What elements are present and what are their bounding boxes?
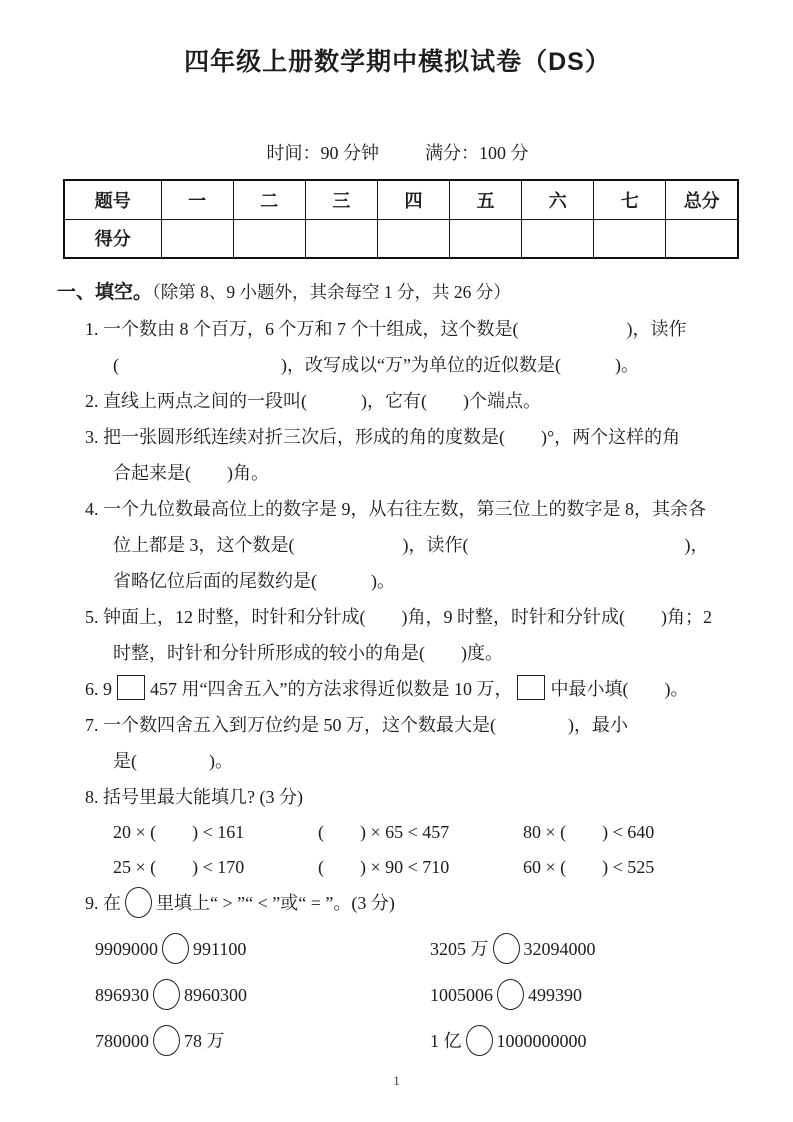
question-3-line-1: 3. 把一张圆形纸连续对折三次后，形成的角的度数是( )°，两个这样的角 xyxy=(85,427,681,447)
score-col-header-5: 五 xyxy=(450,180,522,219)
exam-page xyxy=(0,46,793,1122)
equation: 60 × ( ) < 525 xyxy=(523,857,655,877)
question-number-header: 题号 xyxy=(64,180,161,219)
blank-box xyxy=(117,675,145,700)
blank-box xyxy=(517,675,545,700)
total-score-header: 总分 xyxy=(666,180,738,219)
score-cell xyxy=(450,219,522,258)
equation: 80 × ( ) < 640 xyxy=(523,822,655,842)
text-run: 457 用“四舍五入”的方法求得近似数是 10 万， xyxy=(150,679,513,699)
comparison-item xyxy=(95,1018,430,1064)
score-table-header-row xyxy=(64,180,738,219)
comparison-item xyxy=(430,1018,587,1064)
equation: ( ) × 65 < 457 xyxy=(318,822,450,842)
text-run: 991100 xyxy=(193,939,247,959)
question-1-line-1: 1. 一个数由 8 个百万，6 个万和 7 个十组成，这个数是( )，读作 xyxy=(85,319,687,339)
compare-circle xyxy=(162,933,189,964)
equation: 20 × ( ) < 161 xyxy=(113,822,245,842)
compare-circle xyxy=(497,979,524,1010)
score-cell xyxy=(305,219,377,258)
text-run: 780000 xyxy=(95,1031,149,1051)
comparison-item xyxy=(430,972,582,1018)
score-col-header-3: 三 xyxy=(305,180,377,219)
score-col-header-4: 四 xyxy=(377,180,449,219)
text-run: 499390 xyxy=(528,985,582,1005)
equation: 25 × ( ) < 170 xyxy=(113,857,245,877)
score-cell xyxy=(522,219,594,258)
score-cell xyxy=(377,219,449,258)
question-5-line-1: 5. 钟面上，12 时整，时针和分针成( )角，9 时整，时针和分针成( )角；2 xyxy=(85,607,712,627)
score-col-header-1: 一 xyxy=(161,180,233,219)
score-cell xyxy=(161,219,233,258)
compare-circle xyxy=(493,933,520,964)
text-run: 32094000 xyxy=(523,939,596,959)
question-6-line-1 xyxy=(85,671,738,707)
section-1-heading xyxy=(57,274,738,311)
comparison-item xyxy=(95,972,430,1018)
compare-circle xyxy=(466,1025,493,1056)
question-9-comparisons xyxy=(57,926,738,1064)
page-number: 1 xyxy=(393,1073,400,1088)
text-run: 6. 9 xyxy=(85,679,112,699)
page-title: 四年级上册数学期中模拟试卷（DS） xyxy=(184,48,611,76)
text-run: 78 万 xyxy=(184,1031,225,1051)
text-run: 8960300 xyxy=(184,985,247,1005)
question-9-prompt xyxy=(85,885,738,921)
text-run: 9. 在 xyxy=(85,893,121,913)
comparison-row xyxy=(95,972,738,1018)
question-2-line-1: 2. 直线上两点之间的一段叫( )，它有( )个端点。 xyxy=(85,391,541,411)
question-4-line-1: 4. 一个九位数最高位上的数字是 9，从右往左数，第三位上的数字是 8，其余各 xyxy=(85,499,706,519)
question-3-line-2: 合起来是( )角。 xyxy=(113,463,269,483)
exam-meta xyxy=(57,140,738,166)
section-1-note: （除第 8、9 小题外，其余每空 1 分，共 26 分） xyxy=(152,282,511,302)
score-table xyxy=(63,179,739,259)
score-col-header-2: 二 xyxy=(233,180,305,219)
comparison-row xyxy=(95,1018,738,1064)
text-run: 9909000 xyxy=(95,939,158,959)
text-run: 896930 xyxy=(95,985,149,1005)
fill-in-questions xyxy=(57,311,738,1064)
score-col-header-7: 七 xyxy=(594,180,666,219)
comparison-item xyxy=(430,926,596,972)
compare-circle xyxy=(153,1025,180,1056)
full-score-label: 满分：100 分 xyxy=(425,143,529,163)
text-run: 1000000000 xyxy=(496,1031,587,1051)
text-run: 里填上“ > ”“ < ”或“ = ”。(3 分) xyxy=(156,893,395,913)
text-run: 1005006 xyxy=(430,985,493,1005)
question-7-line-2: 是( )。 xyxy=(113,751,233,771)
text-run: 3205 万 xyxy=(430,939,489,959)
question-7-line-1: 7. 一个数四舍五入到万位约是 50 万，这个数最大是( )，最小 xyxy=(85,715,628,735)
score-table-score-row xyxy=(64,219,738,258)
compare-circle xyxy=(125,887,152,918)
question-4-line-3: 省略亿位后面的尾数约是( )。 xyxy=(113,571,395,591)
score-cell xyxy=(233,219,305,258)
score-col-header-6: 六 xyxy=(522,180,594,219)
text-run: 中最小填( )。 xyxy=(550,679,689,699)
text-run: 1 亿 xyxy=(430,1031,462,1051)
comparison-item xyxy=(95,926,430,972)
compare-circle xyxy=(153,979,180,1010)
question-1-line-2: ( )，改写成以“万”为单位的近似数是( )。 xyxy=(113,355,639,375)
score-row-label: 得分 xyxy=(64,219,161,258)
question-8-prompt: 8. 括号里最大能填几? (3 分) xyxy=(85,787,303,807)
comparison-row xyxy=(95,926,738,972)
equation: ( ) × 90 < 710 xyxy=(318,857,450,877)
section-1-title: 一、填空。 xyxy=(57,282,153,303)
score-cell xyxy=(594,219,666,258)
question-8-equations-row-2 xyxy=(113,850,738,885)
question-4-line-2: 位上都是 3，这个数是( )，读作( )， xyxy=(113,535,709,555)
question-8-equations-row-1 xyxy=(113,815,738,850)
time-limit-label: 时间：90 分钟 xyxy=(266,143,379,163)
question-5-line-2: 时整，时针和分针所形成的较小的角是( )度。 xyxy=(113,643,503,663)
total-score-cell xyxy=(666,219,738,258)
